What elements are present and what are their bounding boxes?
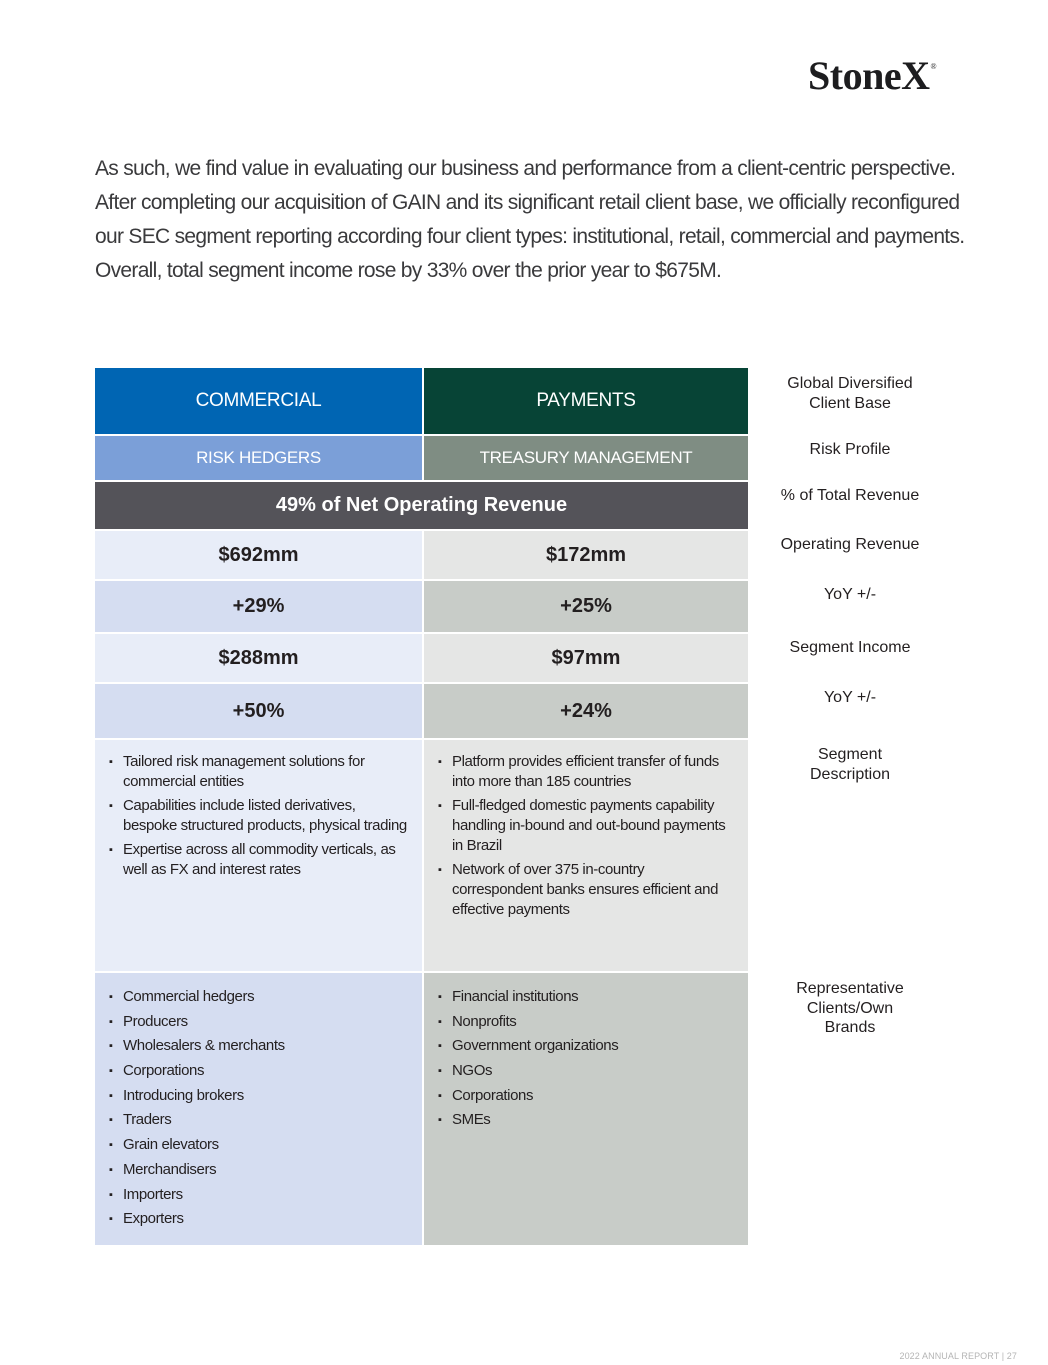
payments-revenue-yoy: +25% (424, 581, 748, 632)
registered-mark: ® (930, 62, 937, 71)
commercial-clients (95, 973, 422, 1245)
list-item: ▪ Merchandisers (109, 1160, 285, 1180)
list-item: ▪ Capabilities include listed derivatives, bespoke structured products, physical trading (109, 796, 408, 836)
label-client-base: Global Diversified Client Base (787, 375, 913, 412)
list-item: ▪ Wholesalers & merchants (109, 1036, 285, 1056)
list-item: ▪ SMEs (438, 1110, 618, 1130)
label-operating-revenue: Operating Revenue (780, 536, 920, 553)
payments-title: PAYMENTS (536, 390, 636, 411)
list-item: ▪ NGOs (438, 1061, 618, 1081)
commercial-risk-profile: RISK HEDGERS (95, 436, 422, 480)
payments-clients-list (438, 987, 618, 1135)
label-segment-description: Segment Description (809, 746, 891, 783)
label-representative-clients: Representative Clients/Own Brands (796, 980, 904, 1036)
payments-description-list (438, 752, 734, 924)
page-footer: 2022 ANNUAL REPORT | 27 (899, 1351, 1017, 1361)
list-item: ▪ Full-fledged domestic payments capability handling in-bound and out-bound payments in Brazil (438, 796, 734, 856)
list-item: ▪ Financial institutions (438, 987, 618, 1007)
commercial-segment-income: $288mm (95, 634, 422, 682)
list-item: ▪ Exporters (109, 1209, 285, 1229)
commercial-description (95, 740, 422, 971)
commercial-title: COMMERCIAL (195, 390, 322, 411)
list-item: ▪ Traders (109, 1110, 285, 1130)
list-item: ▪ Producers (109, 1012, 285, 1032)
label-revenue-yoy: YoY +/- (823, 586, 877, 603)
payments-description (424, 740, 748, 971)
list-item: ▪ Introducing brokers (109, 1086, 285, 1106)
intro-paragraph: As such, we find value in evaluating our business and performance from a client-centric perspective. After completing our acquisition of GAIN and its significant retail client base, we officially reconfigured our SEC segment reporting according four client types: institutional, retail, commercial and payments. Overall, total segment income rose by 33% over the prior year to $675M. (95, 157, 965, 282)
list-item: ▪ Grain elevators (109, 1135, 285, 1155)
commercial-clients-list (109, 987, 285, 1234)
list-item: ▪ Network of over 375 in-country correspondent banks ensures efficient and effective payments (438, 860, 734, 920)
payments-risk-profile: TREASURY MANAGEMENT (424, 436, 748, 480)
commercial-income-yoy: +50% (95, 684, 422, 738)
commercial-operating-revenue: $692mm (95, 531, 422, 579)
commercial-description-list (109, 752, 408, 884)
payments-income-yoy: +24% (424, 684, 748, 738)
list-item: ▪ Corporations (438, 1086, 618, 1106)
payments-clients (424, 973, 748, 1245)
label-pct-revenue: % of Total Revenue (780, 487, 920, 504)
list-item: ▪ Platform provides efficient transfer of funds into more than 185 countries (438, 752, 734, 792)
payments-header (424, 368, 748, 434)
list-item: ▪ Government organizations (438, 1036, 618, 1056)
label-segment-income: Segment Income (789, 639, 911, 656)
payments-segment-income: $97mm (424, 634, 748, 682)
list-item: ▪ Expertise across all commodity verticals, as well as FX and interest rates (109, 840, 408, 880)
list-item: ▪ Nonprofits (438, 1012, 618, 1032)
label-income-yoy: YoY +/- (823, 689, 877, 706)
list-item: ▪ Tailored risk management solutions for commercial entities (109, 752, 408, 792)
commercial-revenue-yoy: +29% (95, 581, 422, 632)
list-item: ▪ Importers (109, 1185, 285, 1205)
revenue-share-band: 49% of Net Operating Revenue (95, 482, 748, 529)
commercial-header (95, 368, 422, 434)
payments-operating-revenue: $172mm (424, 531, 748, 579)
label-risk-profile: Risk Profile (809, 441, 891, 458)
list-item: ▪ Commercial hedgers (109, 987, 285, 1007)
list-item: ▪ Corporations (109, 1061, 285, 1081)
stonex-logo: StoneX® (808, 53, 937, 98)
